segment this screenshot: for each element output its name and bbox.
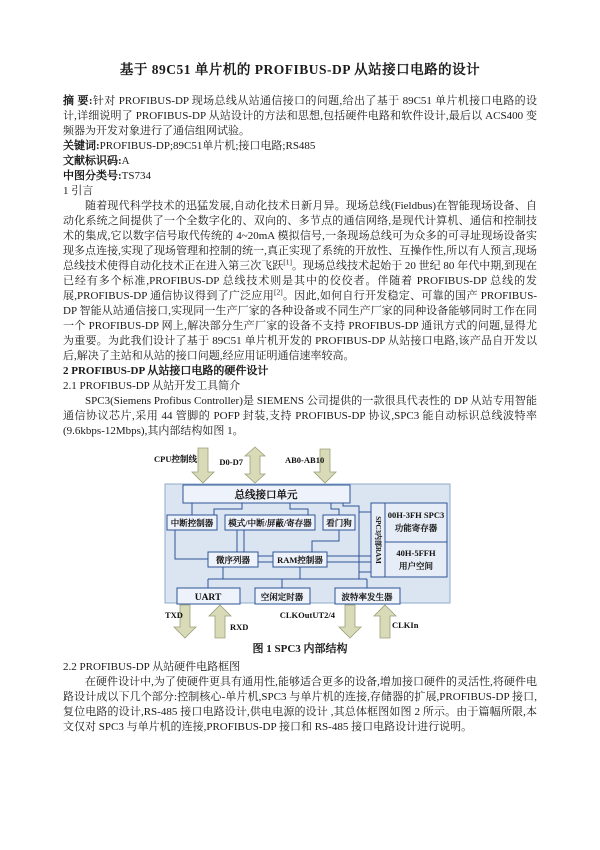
- address-bus-label: AB0-AB10: [285, 455, 325, 465]
- rxd-label: RXD: [230, 622, 249, 632]
- micro-sequencer-block: [208, 552, 258, 567]
- citation-ref-2: [2]: [273, 287, 283, 297]
- ram-controller-block: [273, 552, 327, 567]
- intro-text-2: 。现场总线技术起始于 20 世纪 80 年代中期,到现在已经有多个标准,PROFIBUS-DP 总线技术则是其中的佼佼者。伴随着 PROFIBUS-DP 总线的发展,PROFIBUS-DP 通信协议得到了广泛应用: [63, 260, 538, 302]
- function-register-cell: [385, 503, 447, 542]
- bus-interface-unit-label: 总线接口单元: [234, 490, 298, 501]
- user-space-range-label: 40H-5FFH: [396, 548, 436, 558]
- uart-label: UART: [194, 593, 222, 603]
- paper-title: 基于 89C51 单片机的 PROFIBUS-DP 从站接口电路的设计: [119, 62, 481, 77]
- data-bus-bidirectional-arrow-icon: [245, 447, 265, 483]
- micro-sequencer-label: 微序列器: [215, 555, 251, 565]
- section-2-2-paragraph: 在硬件设计中,为了使硬件更具有通用性,能够适合更多的设备,增加接口硬件的灵活性,将硬件电路设计成以下几个部分:控制核心-单片机,SPC3 与单片机的连接,存储器的扩展,PROFIBUS-DP 接口,复位电路的设计,RS-485 接口电路设计,供电电源的设计 ,其总体框图如图 2 所示。由于篇幅所限,本文仅对 SPC3 与单片机的连接,PROFIBUS-DP 接口和 RS-485 接口电路设计进行说明。: [63, 676, 537, 733]
- clkout-down-arrow-icon: [339, 605, 361, 638]
- mode-interrupt-mask-register-label: 模式/中断/屏蔽/寄存器: [228, 518, 312, 528]
- intro-text-1: 随着现代科学技术的迅猛发展,自动化技术日新月异。现场总线(Fieldbus)在智能现场设备、自动化系统之间提供了一个全数字化的、双向的、多节点的通信网络,是现代计算机、通信和控制技术的集成,它以数字信号取代传统的 4~20mA 模拟信号,一条现场总线可为众多的可寻址现场设备实现多点连接,实现了现场管理和控制的统一,真正实现了系统的开放性、互操作性,所以有人预言,现场总线技术使得自动化技术正在进入第三次飞跃: [63, 200, 537, 272]
- section-2-heading: 2 PROFIBUS-DP 从站接口电路的硬件设计: [63, 365, 269, 377]
- baud-rate-generator-label: 波特率发生器: [341, 592, 393, 602]
- internal-ram-strip: [371, 503, 385, 577]
- clkin-label: CLKIn: [392, 620, 419, 630]
- figure-1-caption: 图 1 SPC3 内部结构: [252, 643, 348, 655]
- cpu-control-label: CPU控制线: [154, 454, 197, 464]
- bus-interface-unit-block: [183, 485, 350, 503]
- abstract-text: 针对 PROFIBUS-DP 现场总线从站通信接口的问题,给出了基于 89C51 单片机接口电路的设计,详细说明了 PROFIBUS-DP 从站设计的方法和思想,包括硬件电路和软件设计,最后以 ACS400 变频器为开发对象进行了通信组网试验。: [63, 95, 537, 137]
- watchdog-label: 看门狗: [326, 518, 352, 528]
- watchdog-block: [323, 515, 355, 530]
- function-register-name-label: 功能寄存器: [394, 523, 438, 533]
- abstract-label: 摘 要:: [63, 95, 93, 107]
- function-register-range-label: 00H-3FH SPC3: [387, 510, 445, 520]
- abstract-paragraph: [63, 94, 537, 139]
- txd-label: TXD: [165, 610, 183, 620]
- clkout-label: CLKOutUT2/4: [279, 610, 335, 620]
- spc3-block-diagram: [63, 445, 537, 641]
- doc-code-line: [63, 154, 537, 169]
- section-1-heading: 1 引言: [63, 185, 94, 197]
- idle-timer-label: 空闲定时器: [260, 592, 304, 602]
- clc-line: [63, 169, 537, 184]
- section-2-1-paragraph: SPC3(Siemens Profibus Controller)是 SIEMENS 公司提供的一款很具代表性的 DP 从站专用智能通信协议芯片,采用 44 管脚的 POFP 封装,支持 PROFIBUS-DP 协议,SPC3 能自动标识总线波特率(9.6kbps-12Mbps),其内部结构如图 1。: [63, 395, 537, 437]
- uart-block: [177, 588, 240, 604]
- keywords-label: 关键词: [63, 140, 96, 152]
- section-2-1-heading: 2.1 PROFIBUS-DP 从站开发工具简介: [63, 380, 241, 392]
- document-content: [63, 58, 537, 735]
- clc-label: 中图分类号:: [63, 170, 122, 182]
- doc-code-label: 文献标识码:: [63, 155, 122, 167]
- idle-timer-block: [255, 588, 310, 604]
- interrupt-controller-label: 中断控制器: [170, 518, 214, 528]
- keywords-colon: :: [96, 140, 100, 152]
- intro-paragraph: [63, 199, 537, 364]
- keywords-text: PROFIBUS-DP;89C51单片机;接口电路;RS485: [99, 140, 316, 152]
- mode-interrupt-mask-register-block: [225, 515, 315, 530]
- section-2-2-heading: 2.2 PROFIBUS-DP 从站硬件电路框图: [63, 661, 241, 673]
- baud-rate-generator-block: [335, 588, 400, 604]
- clc-value: TS734: [121, 170, 152, 182]
- interrupt-controller-block: [167, 515, 217, 530]
- data-bus-label: D0-D7: [219, 457, 243, 467]
- intro-text-3: 。因此,如何自行开发稳定、可靠的国产 PROFIBUS-DP 智能从站通信接口,实现同一生产厂家的各种设备或不同生产厂家的同种设备能够同时工作在同一个 PROFIBUS-DP 网上,解决部分生产厂家的设备不支持 PROFIBUS-DP 通讯方式的问题,显得尤为重要。为此我们设计了基于 89C51 单片机开发的 PROFIBUS-DP 从站接口电路,该产品自开发以后,解决了主站和从站的接口问题,经应用证明通信速率较高。: [63, 290, 537, 362]
- internal-ram-label: SPC3内部RAM: [374, 516, 382, 564]
- keywords-line: [63, 139, 537, 154]
- figure-1: [63, 445, 537, 656]
- ram-controller-label: RAM控制器: [277, 555, 323, 565]
- citation-ref-1: [1]: [283, 257, 292, 267]
- rxd-up-arrow-icon: [209, 605, 231, 638]
- user-space-cell: [385, 542, 447, 577]
- user-space-name-label: 用户空间: [398, 561, 434, 571]
- doc-code-value: A: [121, 155, 130, 167]
